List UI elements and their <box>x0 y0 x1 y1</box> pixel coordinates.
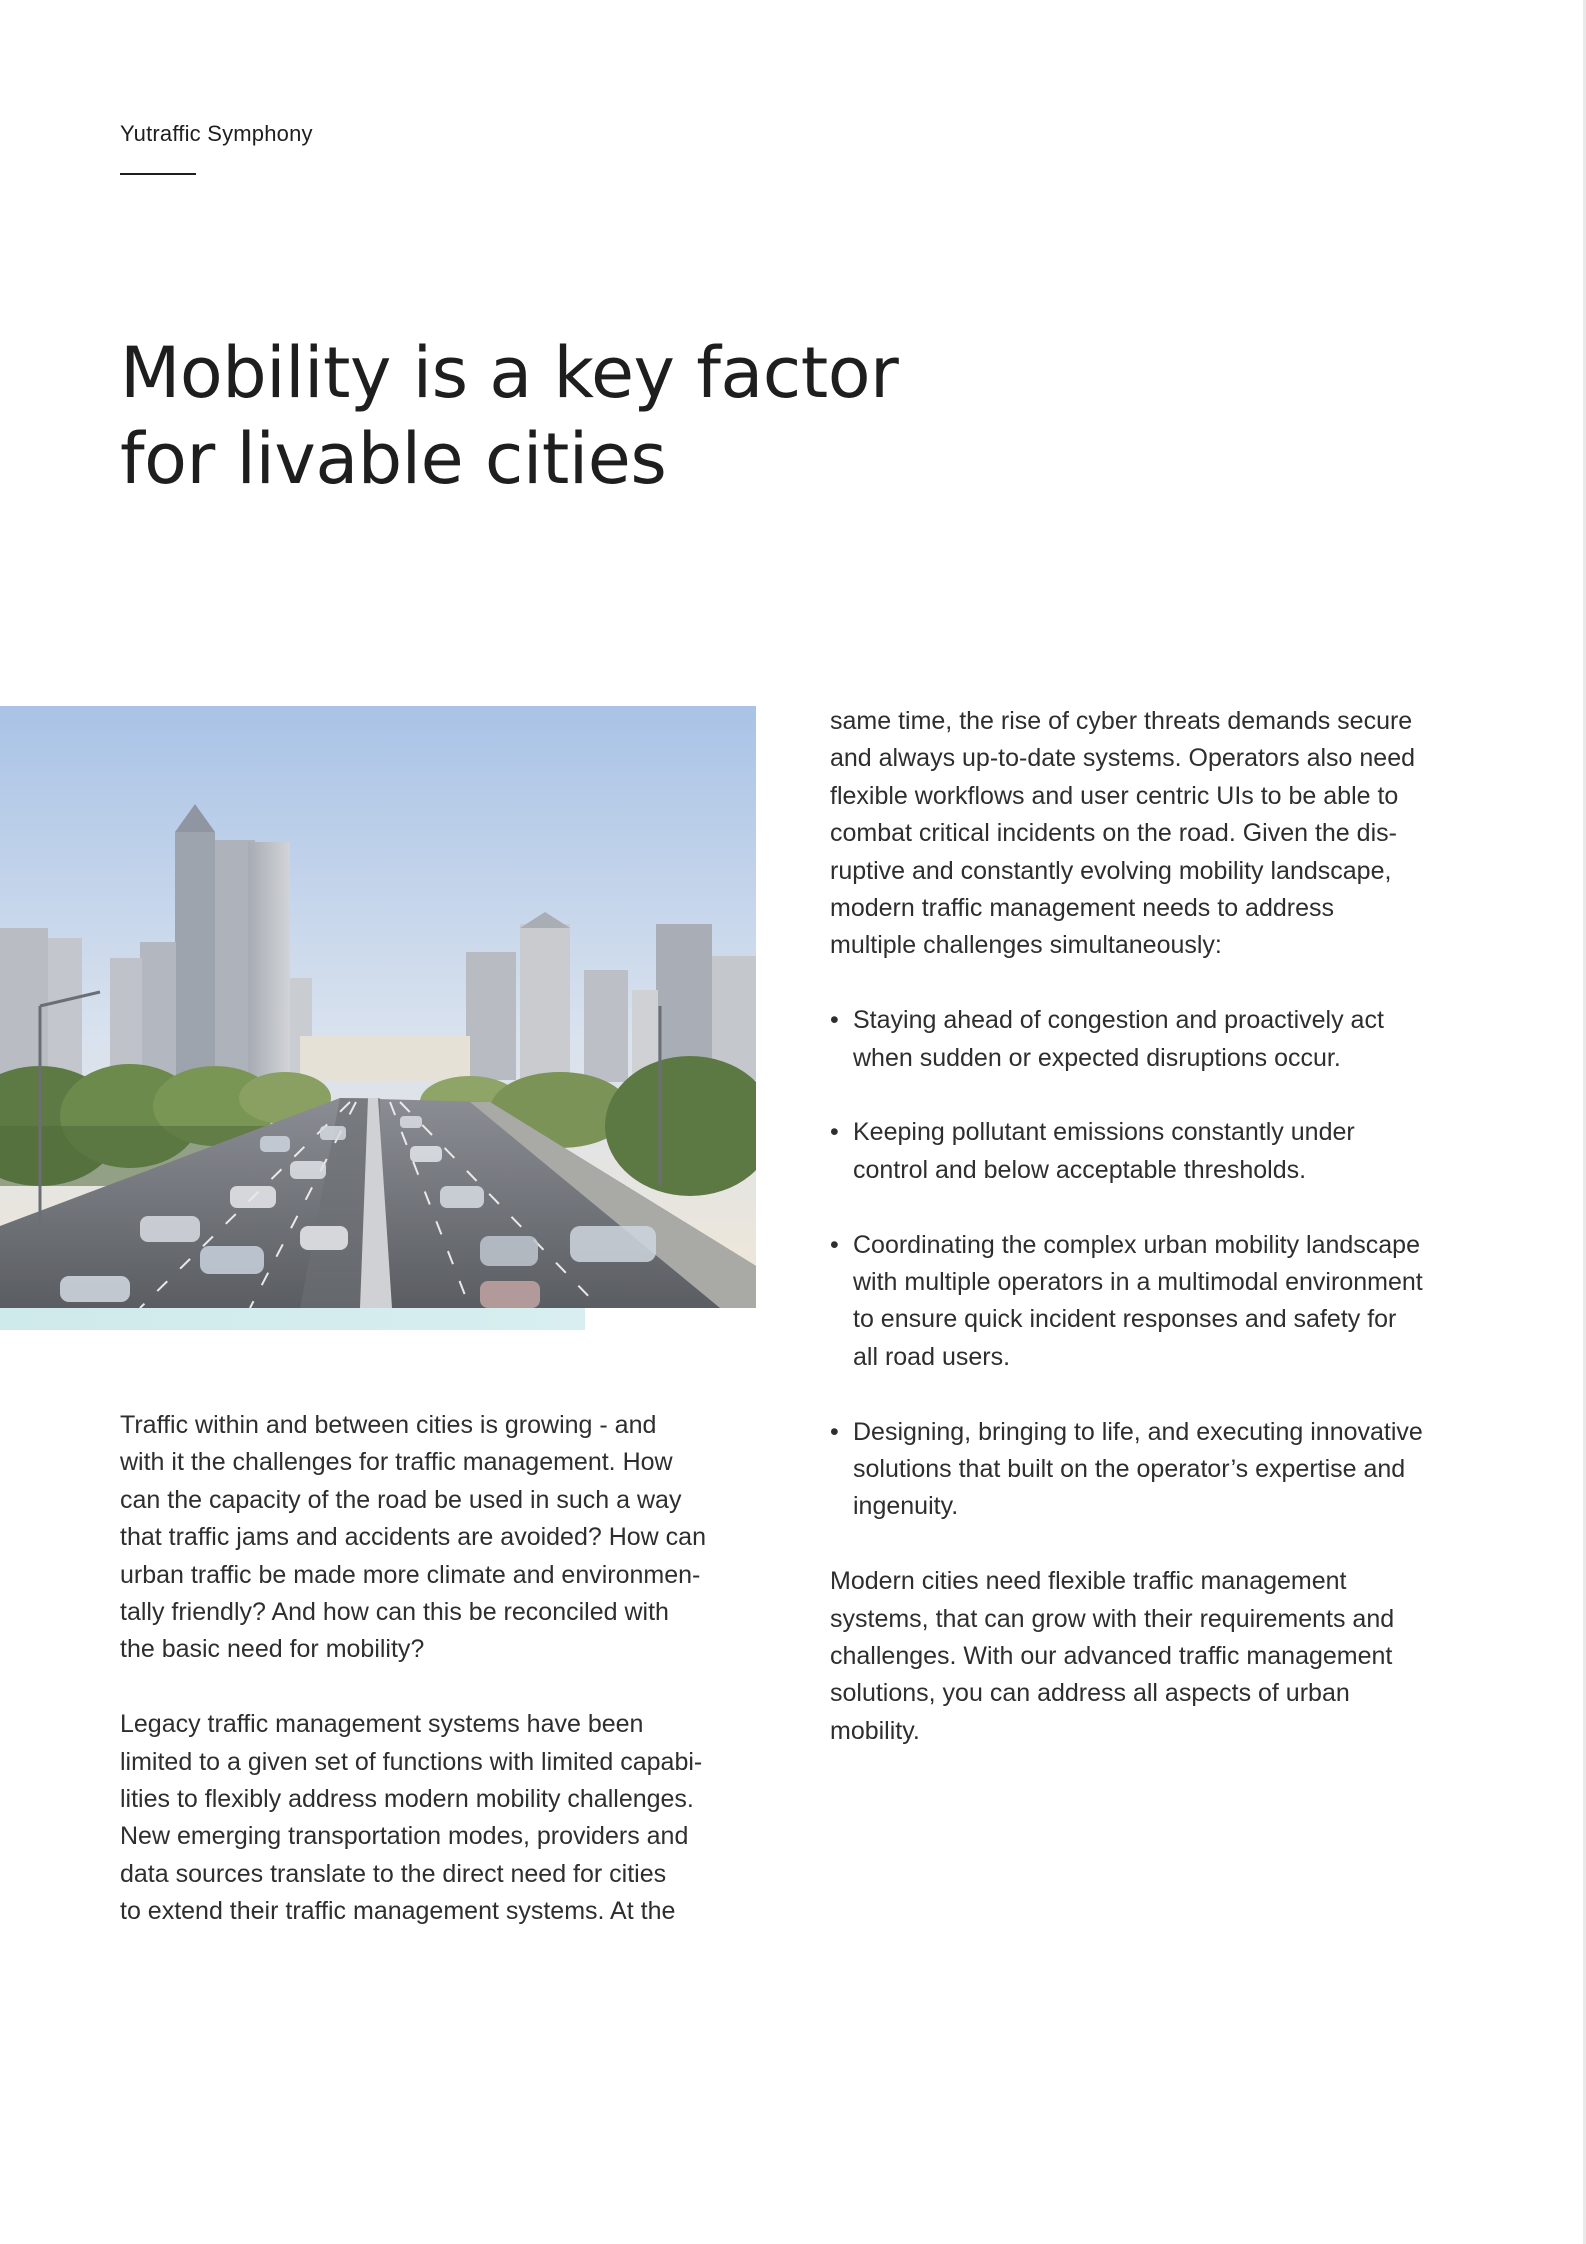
text-line: Designing, bringing to life, and executing innovative <box>853 1417 1423 1446</box>
text-line: New emerging transportation modes, providers and <box>120 1822 689 1851</box>
text-line: limited to a given set of functions with limited capabi- <box>120 1747 703 1776</box>
text-line: modern traffic management needs to address <box>830 894 1334 923</box>
page-title <box>120 330 898 502</box>
text-line: solutions that built on the operator’s expertise and <box>853 1455 1406 1484</box>
text-line: Coordinating the complex urban mobility landscape <box>853 1230 1420 1259</box>
text-line: challenges. With our advanced traffic management <box>830 1642 1393 1671</box>
bullet-item <box>830 1114 1423 1189</box>
text-line: ruptive and constantly evolving mobility landscape, <box>830 856 1392 885</box>
text-line: solutions, you can address all aspects of urban <box>830 1679 1350 1708</box>
bullet-icon: • <box>830 1417 839 1446</box>
paragraph-gap <box>830 1077 1423 1114</box>
bullet-icon: • <box>830 1006 839 1035</box>
text-line: same time, the rise of cyber threats demands secure <box>830 707 1413 735</box>
text-line: Traffic within and between cities is growing - and <box>120 1411 657 1439</box>
text-line: ingenuity. <box>853 1492 959 1521</box>
accent-bar <box>0 1308 585 1330</box>
city-highway-illustration <box>0 706 756 1308</box>
text-line: Keeping pollutant emissions constantly under <box>853 1118 1355 1147</box>
text-line: Staying ahead of congestion and proactively act <box>853 1006 1384 1035</box>
left-text-column <box>120 1407 706 1931</box>
text-line: systems, that can grow with their requirements and <box>830 1604 1395 1633</box>
text-line: mobility. <box>830 1716 920 1745</box>
text-line: combat critical incidents on the road. Given the dis- <box>830 819 1397 848</box>
text-line: and always up-to-date systems. Operators also need <box>830 744 1416 773</box>
text-line: Legacy traffic management systems have been <box>120 1710 644 1739</box>
text-line: multiple challenges simultaneously: <box>830 931 1222 960</box>
bullet-item <box>830 1002 1423 1077</box>
text-line: the basic need for mobility? <box>120 1635 425 1664</box>
text-line: to extend their traffic management systems. At the <box>120 1897 676 1926</box>
text-line: to ensure quick incident responses and safety for <box>853 1305 1397 1334</box>
text-line: flexible workflows and user centric UIs to be able to <box>830 781 1399 810</box>
text-line: tally friendly? And how can this be reconciled with <box>120 1598 669 1627</box>
paragraph-gap <box>120 1669 706 1706</box>
paragraph-gap <box>830 1189 1423 1226</box>
title-line-1: Mobility is a key factor <box>120 332 899 414</box>
title-line-2: for livable cities <box>120 418 667 500</box>
text-line: Modern cities need flexible traffic management <box>830 1567 1347 1596</box>
paragraph-gap <box>830 1376 1423 1413</box>
text-line: lities to flexibly address modern mobility challenges. <box>120 1785 694 1814</box>
paragraph-gap <box>830 965 1423 1002</box>
bullet-item <box>830 1227 1423 1377</box>
text-line: data sources translate to the direct need for cities <box>120 1859 667 1888</box>
text-line: when sudden or expected disruptions occur. <box>853 1043 1341 1072</box>
bullet-icon: • <box>830 1230 839 1259</box>
right-text-column <box>830 703 1423 1750</box>
city-highway-photo <box>0 706 756 1308</box>
bullet-icon: • <box>830 1118 839 1147</box>
text-line: with multiple operators in a multimodal environment <box>853 1268 1423 1297</box>
brand-label: Yutraffic Symphony <box>120 121 313 146</box>
bullet-item <box>830 1414 1423 1526</box>
text-line: control and below acceptable thresholds. <box>853 1155 1307 1184</box>
text-line: urban traffic be made more climate and environmen- <box>120 1560 701 1589</box>
text-line: that traffic jams and accidents are avoided? How can <box>120 1523 706 1552</box>
paragraph-gap <box>830 1526 1423 1563</box>
brand-rule <box>120 173 196 175</box>
text-line: with it the challenges for traffic management. How <box>120 1448 673 1477</box>
text-line: all road users. <box>853 1342 1011 1371</box>
text-line: can the capacity of the road be used in such a way <box>120 1485 682 1514</box>
